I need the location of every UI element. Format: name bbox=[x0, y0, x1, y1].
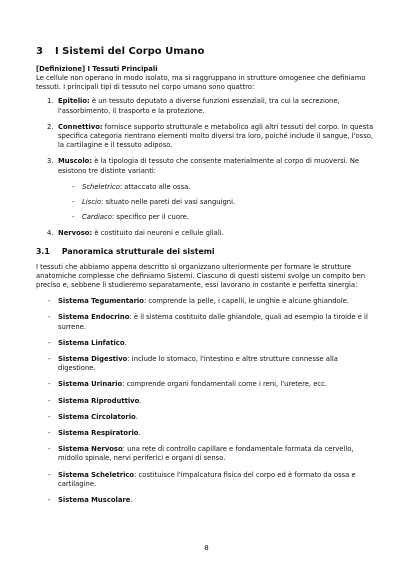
system-item: - Sistema Tegumentario: comprende la pelle, i capelli, le unghie e alcune ghiandole. bbox=[48, 297, 349, 306]
tissue-item-muscolo: 3. Muscolo: è la tipologia di tessuto che consente materialmente al corpo di muoversi. Ne esistono tre distinte varianti: - Scheletrico: attaccato alle ossa. - Liscio: situato nelle pareti dei vasi sanguigni. - Cardiaco: specifico per il cuore. bbox=[36, 157, 376, 222]
tissue-term: Epitelio: bbox=[58, 97, 90, 106]
tissue-item-epitelio: 1. Epitelio: è un tessuto deputato a diverse funzioni essenziali, tra cui la secrezione, l'assorbimento, il trasporto e la protezione. bbox=[47, 97, 340, 115]
system-item: - Sistema Scheletrico: costituisce l'impalcatura fisica del corpo ed è formato da ossa e cartilagine. bbox=[48, 470, 356, 488]
system-item: - Sistema Riproduttivo. bbox=[48, 396, 142, 405]
tissue-term: Muscolo: bbox=[58, 157, 93, 166]
system-item: - Sistema Circolatorio. bbox=[48, 412, 138, 421]
document-body bbox=[36, 46, 376, 512]
tissue-list bbox=[36, 97, 376, 238]
chapter-title: I Sistemi del Corpo Umano bbox=[54, 46, 205, 57]
section-title: Panoramica strutturale dei sistemi bbox=[61, 246, 215, 256]
tissue-item-nervoso: 4. Nervoso: è costituito dai neuroni e cellule gliali. bbox=[47, 229, 224, 238]
chapter-number: 3 bbox=[36, 46, 43, 57]
section-heading bbox=[36, 247, 376, 256]
tissue-item-connettivo: 2. Connettivo: fornisce supporto strutturale e metabolico agli altri tessuti del corpo. In questa specifica categoria rientrano elementi molto diversi tra loro, poiché include il sangue, l'osso, la cartilagine e il tessuto adiposo. bbox=[47, 122, 374, 150]
subtype-item: - Scheletrico: attaccato alle ossa. bbox=[72, 182, 191, 191]
subtype-item: - Cardiaco: specifico per il cuore. bbox=[72, 213, 189, 222]
system-item: - Sistema Digestivo: include lo stomaco, l'intestino e altre strutture connesse alla digestione. bbox=[48, 355, 338, 373]
definition-heading: [Definizione] I Tessuti Principali bbox=[36, 65, 158, 73]
tissue-term: Connettivo: bbox=[58, 122, 103, 131]
section-intro: I tessuti che abbiamo appena descritto si organizzano ulteriormente per formare le strutture anatomiche complesse che definiamo Sistemi. Ciascuno di questi sistemi svolge un compito ben preciso e, sebbene li studieremo separatamente, essi lavorano in costante e perfetta sinergia: bbox=[36, 262, 366, 290]
section-number: 3.1 bbox=[36, 246, 50, 256]
system-item: - Sistema Endocrino: è il sistema costituito dalle ghiandole, quali ad esempio la tiroide e il surrene. bbox=[48, 313, 368, 331]
systems-list bbox=[36, 297, 376, 505]
subtype-item: - Liscio: situato nelle pareti dei vasi sanguigni. bbox=[72, 198, 236, 207]
tissue-description: fornisce supporto strutturale e metabolico agli altri tessuti del corpo. In questa specifica categoria rientrano elementi molto diversi tra loro, poiché include il sangue, l'osso, la cartilagine e il tessuto adiposo. bbox=[58, 122, 374, 150]
tissue-term: Nervoso: bbox=[58, 229, 93, 238]
system-item: - Sistema Respiratorio. bbox=[48, 429, 141, 438]
page-number: 8 bbox=[204, 544, 209, 552]
tissue-description: è la tipologia di tessuto che consente materialmente al corpo di muoversi. Ne esistono tre distinte varianti: bbox=[58, 157, 360, 175]
system-item: - Sistema Urinario: comprende organi fondamentali come i reni, l'uretere, ecc. bbox=[48, 380, 328, 389]
definition-text: Le cellule non operano in modo isolato, ma si raggruppano in strutture omogenee che definiamo tessuti. I principali tipi di tessuto nel corpo umano sono quattro: bbox=[36, 74, 366, 92]
system-item: - Sistema Linfatico. bbox=[48, 338, 127, 347]
system-item: - Sistema Muscolare. bbox=[48, 496, 133, 505]
muscle-subtype-list bbox=[58, 183, 376, 223]
system-item: - Sistema Nervoso: una rete di controllo capillare e fondamentale formata da cervello, midollo spinale, nervi periferici e organi di senso. bbox=[48, 445, 354, 463]
tissue-description: è costituito dai neuroni e cellule gliali. bbox=[92, 229, 224, 238]
chapter-heading bbox=[36, 46, 376, 57]
tissue-description: è un tessuto deputato a diverse funzioni essenziali, tra cui la secrezione, l'assorbimento, il trasporto e la protezione. bbox=[58, 97, 340, 115]
